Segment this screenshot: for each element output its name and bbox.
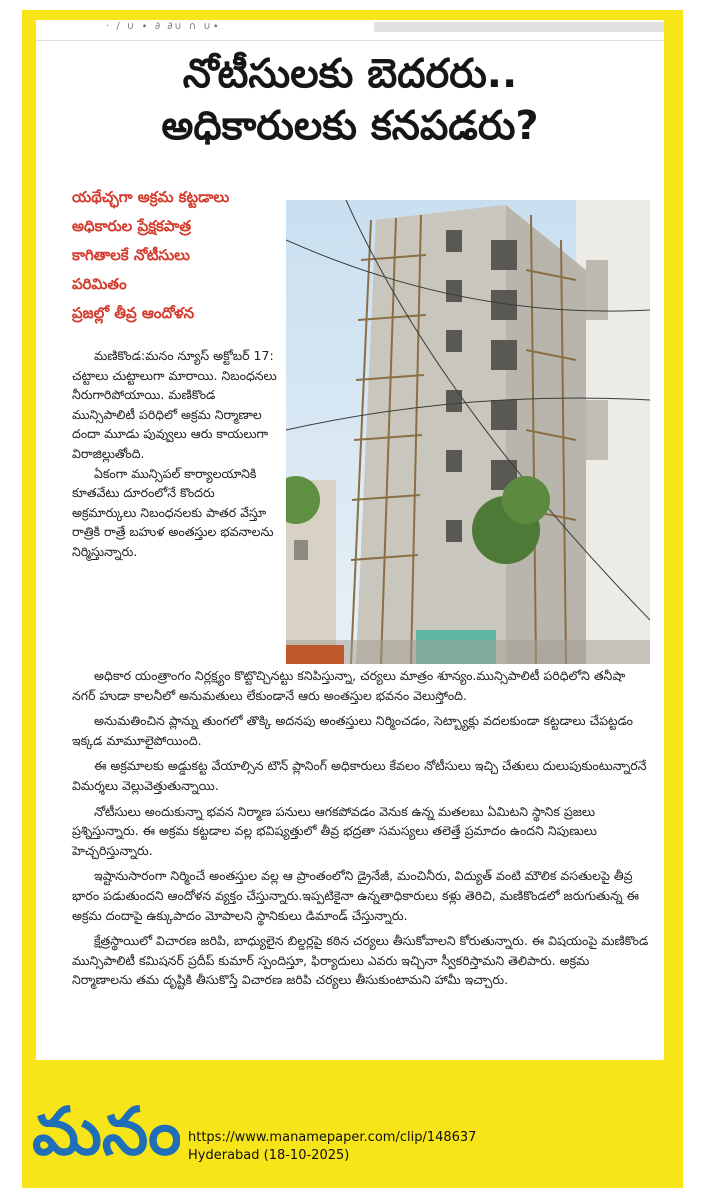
logo-text: మనం — [32, 1093, 180, 1170]
highlights — [72, 183, 282, 328]
building-photo — [286, 200, 650, 664]
article-paragraph: ఏకంగా మున్సిపల్ కార్యాలయానికి కూతవేటు దూరంలోనే కొందరు అక్రమార్కులు నిబంధనలకు పాతర వేస్తూ రాత్రికి రాత్రే బహుళ అంతస్తుల భవనాలను నిర్మిస్తున్నారు. — [72, 465, 274, 559]
clip-frame — [22, 10, 683, 1188]
highlight-item: పరిమితం — [72, 275, 127, 293]
top-strip-text: · ∕ ∪ ∙ ∂ ∂∪ ∩ ∪∙ — [106, 21, 221, 32]
article-paragraph: నోటీసులు అందుకున్నా భవన నిర్మాణ పనులు ఆగకపోవడం వెనుక ఉన్న మతలబు ఏమిటని స్థానిక ప్రజలు ప్రశ్నిస్తున్నారు. ఈ అక్రమ కట్టడాల వల్ల భవిష్యత్తులో తీవ్ర భద్రతా సమస్యలు తలెత్తే ప్రమాదం ఉందని నిపుణులు హెచ్చరిస్తున్నారు. — [72, 803, 597, 858]
manam-logo-graphic — [30, 1074, 180, 1174]
article-paragraph: మణికొండ:మనం న్యూస్ అక్టోబర్ 17: చట్టాలు చుట్టాలుగా మారాయి. నిబంధనలు నీరుగారిపోయాయి. మణికొండ మున్సిపాలిటీ పరిధిలో అక్రమ నిర్మాణాల దందా మూడు పువ్వులు ఆరు కాయలుగా విరాజిల్లుతోంది. — [72, 348, 277, 461]
highlight-item: ప్రజల్లో తీవ్ర ఆందోళన — [72, 304, 195, 322]
article-paragraph: ఇష్టానుసారంగా నిర్మించే అంతస్తుల వల్ల ఆ ప్రాంతంలోని డ్రైనేజీ, మంచినీరు, విద్యుత్ వంటి మౌలిక వసతులపై తీవ్ర భారం పడుతుందని ఆందోళన వ్యక్తం చేస్తున్నారు.ఇప్పటికైనా ఉన్నతాధికారులు కళ్లు తెరిచి, మణికొండలో జరుగుతున్న ఈ అక్రమ దందాపై ఉక్కుపాదం మోపాలని స్థానికులు డిమాండ్ చేస్తున్నారు. — [72, 868, 639, 923]
edition-date: Hyderabad (18-10-2025) — [188, 1148, 350, 1163]
article-column-wide — [72, 666, 652, 996]
top-strip — [36, 20, 664, 41]
newspaper-clip — [36, 20, 664, 1060]
highlight-item: కాగితాలకే నోటీసులు — [72, 246, 190, 264]
headline-line-2: అధికారులకు కనపడరు? — [161, 103, 539, 149]
highlight-item: అధికారుల ప్రేక్షకపాత్ర — [72, 217, 191, 235]
article-paragraph: అనుమతించిన ప్లాన్ను తుంగలో తొక్కి అదనపు అంతస్తులు నిర్మించడం, సెట్బ్యాక్లు వదలకుండా కట్టడాలు చేపట్టడం ఇక్కడ మామూలైపోయింది. — [72, 713, 634, 748]
article-column-narrow — [72, 346, 280, 562]
top-strip-bar — [374, 22, 664, 32]
article-paragraph: అధికార యంత్రాంగం నిర్లక్ష్యం కొట్టొచ్చినట్టు కనిపిస్తున్నా, చర్యలు మాత్రం శూన్యం.మున్సిపాలిటీ పరిధిలోని తనీషా నగర్ హుడా కాలనీలో అనుమతులు లేకుండానే ఆరు అంతస్తుల భవనం వెలుస్తోంది. — [72, 668, 626, 703]
clip-url-link[interactable]: https://www.manamepaper.com/clip/148637 — [188, 1130, 477, 1145]
manam-logo[interactable] — [30, 1074, 180, 1174]
article-paragraph: ఈ అక్రమాలకు అడ్డుకట్ట వేయాల్సిన టౌన్ ప్లానింగ్ అధికారులు కేవలం నోటీసులు ఇచ్చి చేతులు దులుపుకుంటున్నారనే విమర్శలు వెల్లువెత్తుతున్నాయి. — [72, 758, 647, 793]
building-photo-illustration — [286, 200, 650, 664]
highlight-item: యథేచ్ఛగా అక్రమ కట్టడాలు — [72, 188, 230, 206]
headline — [36, 48, 664, 152]
headline-line-1: నోటీసులకు బెదరరు.. — [182, 51, 518, 97]
article-paragraph: క్షేత్రస్థాయిలో విచారణ జరిపి, బాధ్యులైన బిల్డర్లపై కఠిన చర్యలు తీసుకోవాలని కోరుతున్నారు. ఈ విషయంపై మణికొండ మున్సిపాలిటీ కమిషనర్ ప్రదీప్ కుమార్ స్పందిస్తూ, ఫిర్యాదులు ఎవరు ఇచ్చినా స్వీకరిస్తామని తెలిపారు. అక్రమ నిర్మాణాలను తమ దృష్టికి తీసుకొస్తే విచారణ జరిపి చర్యలు తీసుకుంటామని హామీ ఇచ్చారు. — [72, 933, 649, 988]
